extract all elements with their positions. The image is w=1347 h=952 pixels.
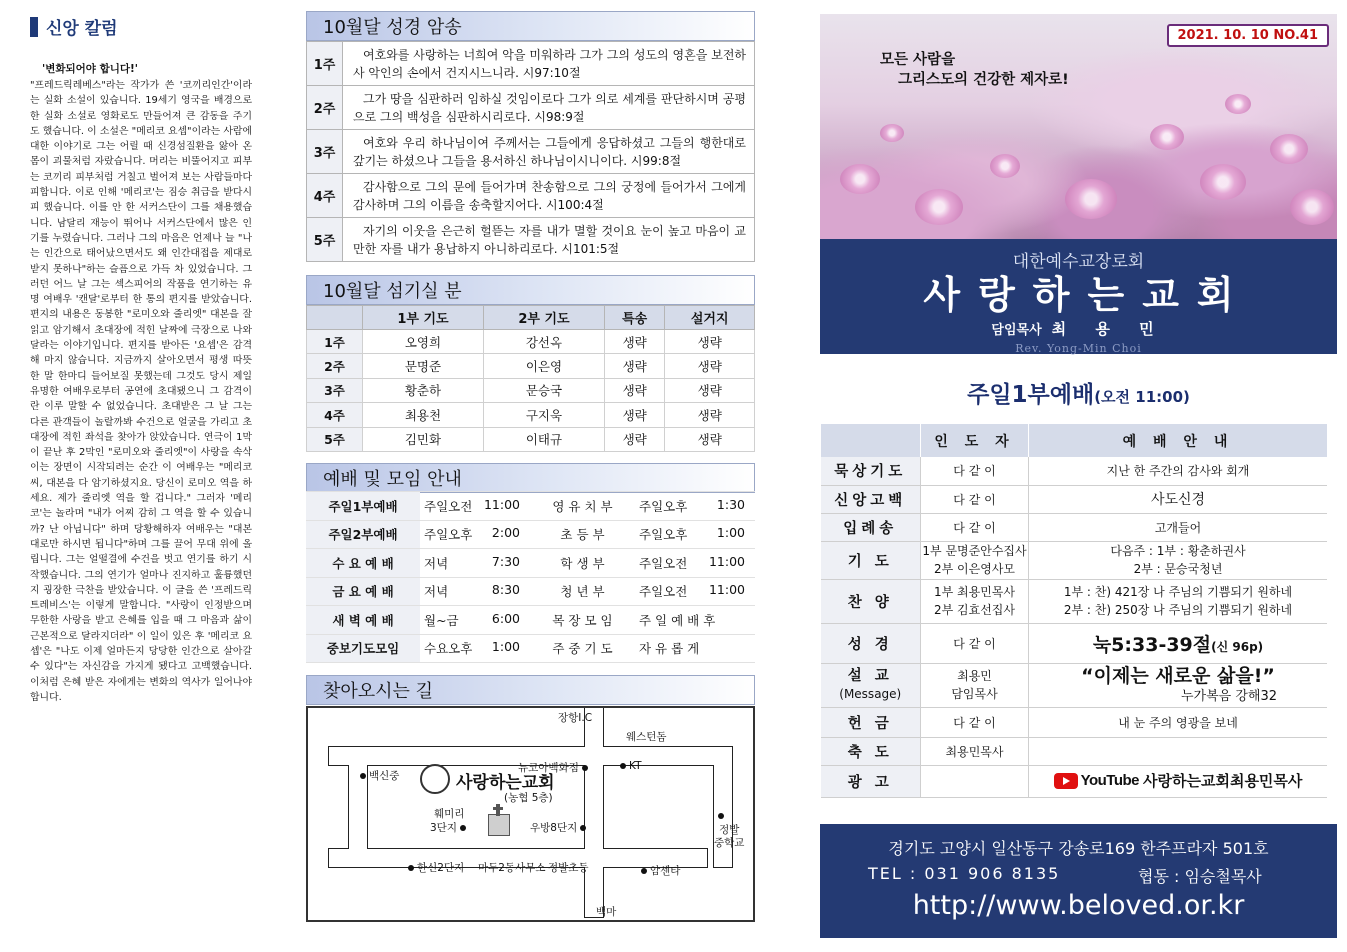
flower-icon [880,124,904,142]
meeting-when-2: 주일오후 [639,527,688,543]
youtube-play-icon [1054,773,1078,789]
worship-leader-1: 최용민 [957,669,992,683]
worship-item: 축 도 [821,737,921,765]
flower-icon [915,189,963,225]
worship-leader: 다 같 이 [921,457,1029,485]
map-label-danji3 [430,820,469,835]
jungbal-ms-dot-icon [718,813,724,819]
meeting-name-2: 학 생 부 [530,549,635,578]
worship-item-sub: (Message) [839,687,902,701]
meeting-time [424,639,526,657]
worship-guide [1029,579,1328,623]
denomination: 대한예수교장로회 [1012,252,1145,272]
meeting-name-2: 목 장 모 임 [530,606,635,635]
verse-row [307,130,755,174]
map-label-hanshin [408,860,464,875]
worship-header-cell [821,424,921,457]
worship-guide [1029,541,1328,579]
verse-row [307,86,755,130]
service-team-header-cell: 특송 [604,306,664,330]
meeting-when: 저녁 [424,584,449,600]
church-phone: TEL : 031 906 8135 [868,864,1061,883]
service-week: 5주 [307,427,363,451]
worship-header-cell: 예 배 안 내 [1029,424,1328,457]
amcenter-text: 암센타 [650,865,681,877]
sermon-series: 누가복음 강해32 [1180,689,1277,704]
worship-guide: 고개들어 [1029,513,1328,541]
meeting-when: 주일오후 [424,527,473,543]
column-title [30,14,252,39]
verse-text: 여호와를 사랑하는 너희여 악을 미워하라 그가 그의 성도의 영혼을 보전하사 악인의 손에서 건지시느니라. 시97:10절 [343,42,755,86]
meeting-hour-2: 1:30 [716,496,745,512]
meeting-time-cell [420,577,530,606]
worship-leader-1: 1부 최용민목사 [933,585,1015,599]
church-banner [820,239,1337,354]
map-label-amcenter [641,863,680,878]
worship-title-text: 주일1부예배 [967,382,1095,408]
danji3-dot-icon [460,825,466,831]
map-label-hwimiri: 훼미리 [434,808,465,820]
meeting-time-cell [420,492,530,521]
service-team-header-cell: 1부 기도 [363,306,484,330]
worship-row [821,457,1328,485]
bulletin-date: 2021. 10. 10 NO.41 [1167,24,1330,47]
motto-line-2: 그리스도의 건강한 제자로! [898,72,1069,88]
meeting-time-2 [639,525,751,543]
service-team-header-cell: 2부 기도 [483,306,604,330]
meeting-time [424,525,526,543]
worship-leader-1: 1부 문명준안수집사 [922,544,1027,558]
worship-leader: 최용민목사 [921,737,1029,765]
woobang-text: 우방8단지 [530,822,578,834]
meeting-hour: 11:00 [483,496,520,512]
verse-week: 4주 [307,174,343,218]
worship-guide: 지난 한 주간의 감사와 회개 [1029,457,1328,485]
service-cell: 생략 [604,403,664,427]
map-label-jungbal-ms: 정발 중학교 [714,824,745,849]
worship-row [821,623,1328,663]
verse-week: 3주 [307,130,343,174]
service-cell: 최용천 [363,403,484,427]
meeting-when-2: 주 일 예 배 후 [639,612,716,628]
service-cell: 문명준 [363,354,484,378]
worship-guide-1: 다음주 : 1부 : 황춘하권사 [1110,544,1246,558]
worship-item: 헌 금 [821,707,921,737]
church-address: 경기도 고양시 일산동구 강송로169 한주프라자 501호 [888,839,1269,858]
verse-week: 1주 [307,42,343,86]
map-church-floor: (농협 5층) [504,792,553,804]
meetings-table [306,491,755,663]
service-week: 4주 [307,403,363,427]
flower-icon [840,164,880,194]
verse-text: 그가 땅을 심판하러 임하실 것임이로다 그가 의로 세계를 판단하시며 공평으로 그의 백성을 심판하시리로다. 시98:9절 [343,86,755,130]
hanshin-dot-icon [408,865,414,871]
flower-icon [990,154,1020,178]
meeting-name: 주일2부예배 [306,520,420,549]
title-bar-icon [30,17,38,37]
map-label-woobang [530,820,589,835]
meeting-row [306,577,755,606]
worship-guide [1029,663,1328,707]
flower-icon [1290,189,1334,225]
pastor-name: 최 용 민 [1051,320,1166,338]
meeting-time-cell [420,634,530,663]
map-header: 찾아오시는 길 [306,675,755,705]
meeting-time-2 [639,582,751,600]
kt-dot-icon [620,763,626,769]
pastor-label: 담임목사 [991,323,1042,338]
worship-leader [921,663,1029,707]
service-cell: 생략 [665,378,755,402]
worship-title [820,376,1337,409]
worship-item: 찬 양 [821,579,921,623]
meeting-name: 수 요 예 배 [306,549,420,578]
map-label-baekma: 백마 [596,906,617,918]
worship-leader: 다 같 이 [921,513,1029,541]
meeting-when-2: 주일오후 [639,498,688,514]
meeting-name: 금 요 예 배 [306,577,420,606]
meeting-hour-2: 11:00 [708,582,745,598]
verse-row [307,42,755,86]
service-cell: 생략 [665,427,755,451]
flower-icon [1065,179,1117,219]
meeting-name-2: 주 중 기 도 [530,634,635,663]
worship-row [821,541,1328,579]
service-cell: 황춘하 [363,378,484,402]
road-cover-4 [585,708,603,916]
worship-row [821,707,1328,737]
meeting-name: 중보기도모임 [306,634,420,663]
service-cell: 생략 [665,330,755,354]
service-cell: 이은영 [483,354,604,378]
table-row [307,427,755,451]
map-label-jungbal-ms-dot [718,810,727,822]
service-week: 3주 [307,378,363,402]
worship-leader-2: 2부 이은영사모 [933,562,1015,576]
meeting-name-2: 영 유 치 부 [530,492,635,521]
service-cell: 구지욱 [483,403,604,427]
meeting-hour: 7:30 [491,553,520,569]
worship-guide: 사도신경 [1029,485,1328,513]
verse-text: 자기의 이웃을 은근히 헐뜯는 자를 내가 멸할 것이요 눈이 높고 마음이 교만한 자를 내가 용납하지 아니하리로다. 시101:5절 [343,218,755,262]
meeting-time [424,582,526,600]
cooperating-pastor: 협동 : 임승철목사 [1138,867,1262,886]
youtube-channel-name: 사랑하는교회최용민목사 [1143,772,1303,791]
youtube-channel-link[interactable] [1054,770,1303,791]
worship-leader [921,541,1029,579]
verse-text: 감사함으로 그의 문에 들어가며 찬송함으로 그의 궁정에 들어가서 그에게 감사하며 그의 이름을 송축할지어다. 시100:4절 [343,174,755,218]
scripture-page: (신 96p) [1211,639,1264,654]
map-label-western: 웨스턴돔 [626,731,667,743]
verse-text: 여호와 우리 하나님이여 주께서는 그들에게 응답하셨고 그들의 행한대로 갚기는 하셨으나 그들을 용서하신 하나님이시니이다. 시99:8절 [343,130,755,174]
church-building-icon [480,804,516,836]
meeting-row [306,520,755,549]
service-cell: 오영희 [363,330,484,354]
meeting-time-cell-2 [635,492,755,521]
baeksin-text: 백신중 [369,770,400,782]
meetings-header: 예배 및 모임 안내 [306,463,755,493]
newcore-dot-icon [582,765,588,771]
service-team-header: 10월달 섬기실 분 [306,275,755,305]
meeting-row [306,549,755,578]
directions-map [306,706,755,922]
service-week: 2주 [307,354,363,378]
meeting-hour: 6:00 [491,610,520,626]
map-label-baeksin [360,768,399,783]
service-cell: 문승국 [483,378,604,402]
meeting-when: 주일오전 [424,498,473,514]
meeting-time-cell-2 [635,549,755,578]
motto-line-1: 모든 사람을 [880,52,956,68]
meeting-name: 새 벽 예 배 [306,606,420,635]
verse-row [307,218,755,262]
verses-table [306,41,755,262]
danji3-text: 3단지 [430,822,457,834]
map-label-jungbal-es: 정발초등 [548,862,589,874]
meeting-row [306,492,755,521]
service-cell: 생략 [604,354,664,378]
faith-column [30,14,252,939]
column-body: "프레드릭레베스"라는 작가가 쓴 '코끼리인간'이라는 실화 소설이 있습니다. 19세기 영국을 배경으로 한 실화 소설로 영화로도 만들어져 큰 감동을 주기도 했습니다. 이 소설은 "메리코 요셉"이라는 사람에 대한 이야기로 그는 어릴 때 신경섬질환을 앓아 온 몸이 괴물처럼 자랐습니다. 머리는 비뚤어지고 피부는 코끼리 피부처럼 거칠고 벌어져 보는 사람들마다 피합니다. 이로 인해 '메리코'는 짐승 취급을 받다시피 했습니다. 이를 안 한 서커스단이 그를 채용했습니다. 남달리 재능이 뛰어나 서커스단에서 많은 인기를 누렸습니다. 그러나 그의 마음은 언제나 늘 "나는 인간으로 태어났으면서도 왜 인간대접을 제대로 받지 못하나"하는 슬픔으로 가득 차 있었습니다. 그러던 어느 날 그는 섹스피어의 작품을 연기하는 유명 여배우 '캔달'로부터 한 통의 편지를 받았습니다. 편지의 내용은 동봉한 "로미오와 줄리엣" 대본을 잘 읽고 암기해서 초대장에 적힌 날짜에 극장으로 나와 달라는 이야기입니다. 편지를 받아든 '요셉'은 감격해 마지 않습니다. 지금까지 살아오면서 평생 따뜻한 말 한마디 들어보질 못했는데 그것도 당시 제일 유명한 여배우로부터 공연에 초대됐으니 그 감격이란 이루 말할 수 없었습니다. 초대받은 그 날 그는 다른 관객들이 놀랄까봐 수건으로 얼굴을 가리고 초대장에 적힌 좌석을 찾아가 앉았습니다. 연극이 1막이 끝난 후 2막인 "로미오와 줄리엣"이 사랑을 속삭이는 장면이 시작되려는 순간 이 여배우는 "메리코씨, 대본을 다 암기하셨지요. 당신이 로미오 역을 하세요. 제가 줄리엣 역을 할 겁니다." 그러자 '메리코'는 놀라며 "내가 어찌 감히 그 역을 할 수 있습니까? 난 아닙니다" 하며 당황해하자 여배우는 "대본대로만 하시면 됩니다"하며 그를 끌어 무대 위에 올립니다. 그는 얼떨결에 수건을 벗고 연기를 하기 시작했습니다. 그의 연기가 얼마나 진지하고 훌륭했던지 굉장한 극찬을 받았습니다. 이 글을 쓴 '프레드릭 트레비스'는 이렇게 말합니다. "사랑이 인정받으며 무한한 사랑을 받고 은혜를 입을 때 그 마음과 삶이 근본적으로 달라지더라" 이 일이 있은 후 '메리코 요셉'은 "나도 이제 얼마든지 당당한 인간으로 살아갈 수 있다"는 자신감을 가지게 됐다고 고백했습니다. 이처럼 은혜 받은 자에게는 변화의 역사가 일어나야 합니다. [30,80,252,703]
meeting-name-2: 청 년 부 [530,577,635,606]
map-church-name: 사랑하는교회 [456,773,555,793]
worship-item: 기 도 [821,541,921,579]
meeting-time-2 [639,554,751,572]
amcenter-dot-icon [641,868,647,874]
worship-leader [921,765,1029,797]
church-name: 사랑하는교회 [923,273,1252,317]
service-cell: 생략 [665,354,755,378]
worship-guide [1029,737,1328,765]
meeting-hour: 2:00 [491,525,520,541]
service-cell: 생략 [604,330,664,354]
map-label-kt [620,760,641,772]
meeting-name: 주일1부예배 [306,492,420,521]
youtube-logo-text: YouTube [1080,772,1140,790]
meeting-time-cell-2 [635,577,755,606]
worship-guide-2: 2부 : 문승국청년 [1133,562,1223,576]
flower-icon [1200,164,1246,200]
service-week: 1주 [307,330,363,354]
meeting-time-cell [420,549,530,578]
worship-time: (오전 11:00) [1094,388,1190,406]
meeting-when: 수요오후 [424,641,473,657]
meeting-time-cell [420,606,530,635]
meeting-time [424,554,526,572]
table-row [307,403,755,427]
worship-item-label: 설 교 [847,668,893,684]
worship-leader-2: 담임목사 [951,687,998,701]
worship-guide-2: 2부 : 찬) 250장 나 주님의 기쁨되기 원하네 [1063,603,1293,617]
service-cell: 김민화 [363,427,484,451]
worship-item: 신앙고백 [821,485,921,513]
newcore-text: 뉴코아백화점 [518,762,579,774]
service-cell: 생략 [665,403,755,427]
meeting-time-cell-2 [635,606,755,635]
cosmos-flower-photo [820,14,1337,239]
sermon-title: “이제는 새로운 삶을!” [1081,665,1275,687]
worship-guide: 내 눈 주의 영광을 보네 [1029,707,1328,737]
worship-item: 성 경 [821,623,921,663]
hanshin-text: 한신2단지 [417,862,465,874]
service-cell: 생략 [604,378,664,402]
worship-row [821,579,1328,623]
table-row [307,354,755,378]
service-team-header-cell [307,306,363,330]
worship-row [821,737,1328,765]
meeting-when: 저녁 [424,555,449,571]
service-cell: 강선옥 [483,330,604,354]
table-row [307,378,755,402]
map-label-madu: 마두2동사무소 [478,862,546,874]
worship-row [821,663,1328,707]
service-team-table [306,305,755,452]
meeting-time-cell-2 [635,634,755,663]
table-row [307,330,755,354]
meeting-when-2: 자 유 롭 게 [639,641,700,657]
woobang-dot-icon [580,825,586,831]
worship-guide [1029,623,1328,663]
pastor-line [820,318,1337,339]
meeting-time-2 [639,639,751,657]
flower-icon [1270,134,1308,164]
meeting-time-2 [639,497,751,515]
column-title-text: 신앙 칼럼 [46,19,118,39]
meeting-time-2 [639,611,751,629]
service-cell: 이태규 [483,427,604,451]
verse-week: 2주 [307,86,343,130]
meeting-row [306,606,755,635]
worship-guide [1029,765,1328,797]
meeting-hour: 1:00 [491,639,520,655]
meeting-hour-2: 11:00 [708,553,745,569]
verse-week: 5주 [307,218,343,262]
meeting-when-2: 주일오전 [639,584,688,600]
worship-item: 묵상기도 [821,457,921,485]
meeting-hour-2: 1:00 [716,525,745,541]
service-cell: 생략 [604,427,664,451]
pastor-english-name: Rev. Yong-Min Choi [1015,342,1142,355]
verse-row [307,174,755,218]
verses-header: 10월달 성경 암송 [306,11,755,41]
worship-guide-1: 1부 : 찬) 421장 나 주님의 기쁨되기 원하네 [1063,585,1293,599]
meeting-name-2: 초 등 부 [530,520,635,549]
worship-item: 입례송 [821,513,921,541]
map-label-jangang: 장항I.C [558,712,593,724]
worship-leader [921,579,1029,623]
worship-order-table [820,424,1327,798]
flower-icon [1225,94,1251,114]
worship-row [821,513,1328,541]
worship-header-cell: 인 도 자 [921,424,1029,457]
meeting-when: 월~금 [424,612,459,628]
flower-icon [1150,124,1184,150]
meeting-time-cell-2 [635,520,755,549]
worship-leader-2: 2부 김효선집사 [933,603,1015,617]
worship-row [821,485,1328,513]
meeting-time-cell [420,520,530,549]
church-website-link[interactable]: http://www.beloved.or.kr [912,890,1245,921]
meeting-time [424,611,526,629]
kt-text: KT [629,760,642,772]
footer [820,824,1337,938]
worship-leader: 다 같 이 [921,623,1029,663]
meeting-time [424,497,526,515]
baeksin-dot-icon [360,773,366,779]
column-subtitle: '변화되어야 합니다!' [42,63,139,75]
service-team-header-cell: 설거지 [665,306,755,330]
worship-leader: 다 같 이 [921,485,1029,513]
worship-row [821,765,1328,797]
meeting-row [306,634,755,663]
church-logo-icon [420,764,450,794]
worship-leader: 다 같 이 [921,707,1029,737]
meeting-hour: 8:30 [491,582,520,598]
worship-item [821,663,921,707]
scripture-reference: 눅5:33-39절 [1092,633,1212,656]
meeting-when-2: 주일오전 [639,555,688,571]
worship-item: 광 고 [821,765,921,797]
